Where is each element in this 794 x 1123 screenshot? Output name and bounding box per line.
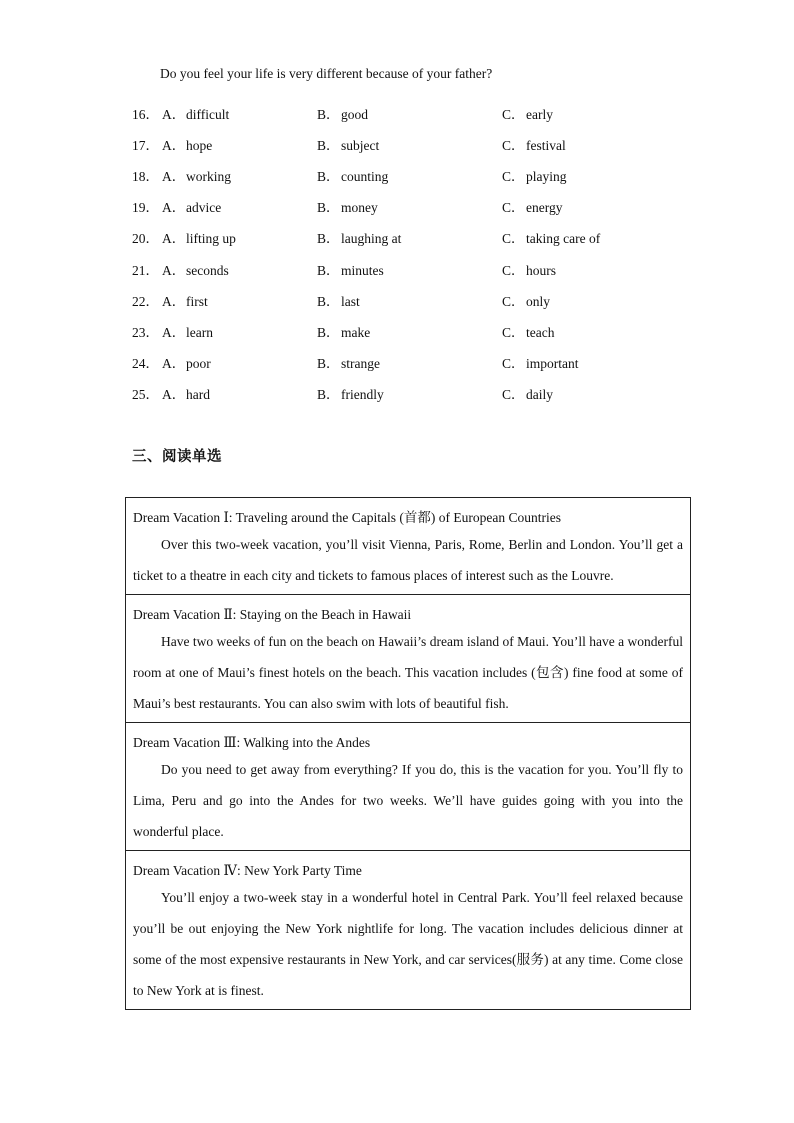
option-b: B．subject [317, 137, 380, 153]
vacation-cell [126, 498, 691, 595]
question-number: 19． [132, 200, 159, 216]
option-a: A．hard [162, 387, 210, 403]
vacation-table [125, 497, 691, 1010]
question-number: 24． [132, 356, 159, 372]
option-c: C．playing [502, 168, 567, 184]
vacation-row [126, 851, 691, 1010]
option-c: C．taking care of [502, 231, 601, 247]
question-number: 17． [132, 137, 159, 153]
option-b: B．minutes [317, 262, 384, 278]
question-number: 25． [132, 387, 159, 403]
option-b: B．money [317, 200, 378, 216]
vacation-title: Dream Vacation Ⅲ: Walking into the Andes [133, 735, 371, 750]
option-a: A．learn [162, 324, 213, 340]
question-row [132, 191, 692, 222]
option-a: A．lifting up [162, 231, 236, 247]
question-number: 18． [132, 168, 159, 184]
option-b: B．friendly [317, 387, 384, 403]
question-row [132, 284, 692, 315]
vacation-cell [126, 595, 691, 723]
option-b: B．counting [317, 168, 389, 184]
vacation-cell [126, 723, 691, 851]
option-c: C．festival [502, 137, 566, 153]
vacation-body: Have two weeks of fun on the beach on Hawaii’s dream island of Maui. You’ll have a wonderful room at one of Maui’s finest hotels on the beach. This vacation includes (包含) fine food at some of Maui’s best restaurants. You can also swim with lots of beautiful fish. [133, 634, 683, 711]
question-number: 21． [132, 262, 159, 278]
question-row [132, 159, 692, 190]
question-row [132, 97, 692, 128]
option-c: C．important [502, 356, 579, 372]
question-number: 20． [132, 231, 159, 247]
option-a: A．seconds [162, 262, 229, 278]
question-row [132, 378, 692, 409]
option-a: A．hope [162, 137, 213, 153]
option-a: A．working [162, 168, 231, 184]
section-heading: 三、阅读单选 [132, 449, 222, 465]
option-c: C．teach [502, 324, 555, 340]
option-a: A．first [162, 293, 208, 309]
question-row [132, 222, 692, 253]
question-number: 16． [132, 106, 159, 122]
option-b: B．strange [317, 356, 380, 372]
option-c: C．early [502, 106, 553, 122]
question-number: 23． [132, 324, 159, 340]
vacation-cell [126, 851, 691, 1010]
option-b: B．make [317, 324, 371, 340]
option-c: C．hours [502, 262, 556, 278]
vacation-title: Dream Vacation Ⅳ: New York Party Time [133, 863, 362, 878]
vacation-row [126, 498, 691, 595]
vacation-body: You’ll enjoy a two-week stay in a wonderful hotel in Central Park. You’ll feel relaxed because you’ll be out enjoying the New York nightlife for long. The vacation includes delicious dinner at some of the most expensive restaurants in New York, and car services(服务) at any time. Come close to New York at is finest. [133, 890, 683, 998]
option-a: A．difficult [162, 106, 230, 122]
vacation-body: Over this two-week vacation, you’ll visit Vienna, Paris, Rome, Berlin and London. You’ll get a ticket to a theatre in each city and tickets to famous places of interest such as the Louvre. [133, 537, 683, 583]
option-a: A．advice [162, 200, 222, 216]
vacation-row [126, 595, 691, 723]
vacation-row [126, 723, 691, 851]
vacation-title: Dream Vacation Ⅱ: Staying on the Beach in Hawaii [133, 607, 412, 622]
option-b: B．last [317, 293, 360, 309]
option-b: B．good [317, 106, 368, 122]
vacation-title: Dream Vacation Ⅰ: Traveling around the Capitals (首都) of European Countries [133, 510, 561, 525]
vacation-body: Do you need to get away from everything? If you do, this is the vacation for you. You’ll fly to Lima, Peru and go into the Andes for two weeks. We’ll have guides going with you into the wonderful place. [133, 762, 683, 839]
option-c: C．only [502, 293, 551, 309]
option-c: C．daily [502, 387, 553, 403]
option-b: B．laughing at [317, 231, 402, 247]
question-row [132, 253, 692, 284]
question-row [132, 128, 692, 159]
options-list [132, 97, 692, 409]
question-row [132, 347, 692, 378]
intro-line: Do you feel your life is very different because of your father? [160, 66, 493, 81]
option-c: C．energy [502, 200, 563, 216]
question-number: 22． [132, 293, 159, 309]
question-row [132, 315, 692, 346]
option-a: A．poor [162, 356, 211, 372]
